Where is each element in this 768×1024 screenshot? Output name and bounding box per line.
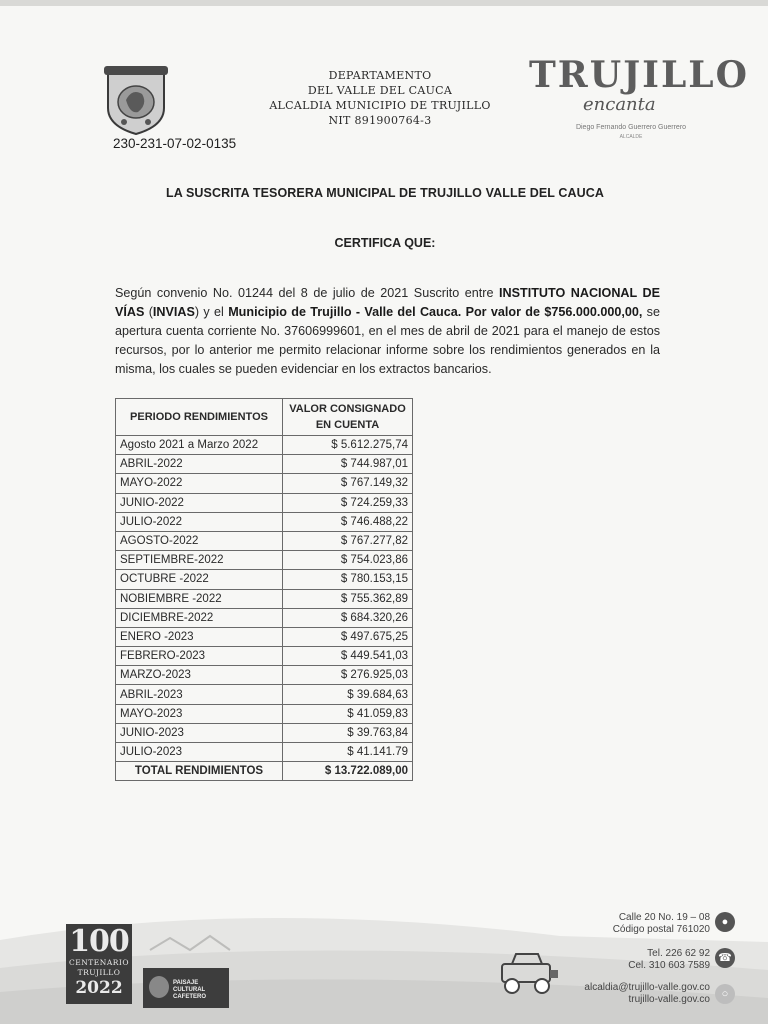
total-value: $ 13.722.089,00 [283,762,413,781]
table-row [116,723,413,742]
paisaje-line-2: CAFETERO [173,994,206,1000]
table-row [116,531,413,550]
table-row [116,608,413,627]
row-valor: $ 41.059,83 [283,704,413,723]
location-pin-icon: ● [715,912,735,932]
table-row [116,743,413,762]
row-periodo: JULIO-2022 [116,512,283,531]
brand-subtitle: encanta [583,94,656,115]
paisaje-emblem-icon [149,976,169,998]
row-valor: $ 767.277,82 [283,531,413,550]
row-valor: $ 746.488,22 [283,512,413,531]
para-text-3: ) y el [194,305,229,319]
table-row [116,436,413,455]
row-periodo: Agosto 2021 a Marzo 2022 [116,436,283,455]
row-valor: $ 41.141.79 [283,743,413,762]
row-periodo: AGOSTO-2022 [116,531,283,550]
total-label: TOTAL RENDIMIENTOS [116,762,283,781]
row-periodo: DICIEMBRE-2022 [116,608,283,627]
table-row [116,474,413,493]
table-body [116,436,413,781]
web-icon: ○ [715,984,735,1004]
row-periodo: JULIO-2023 [116,743,283,762]
header-valor: VALOR CONSIGNADO EN CUENTA [283,399,413,436]
brand-title: TRUJILLO [529,54,749,96]
table-row [116,512,413,531]
row-periodo: NOBIEMBRE -2022 [116,589,283,608]
table-row [116,551,413,570]
dept-line-3: ALCALDIA MUNICIPIO DE TRUJILLO [269,99,491,112]
row-valor: $ 39.763,84 [283,723,413,742]
table-row [116,666,413,685]
table-row [116,704,413,723]
body-paragraph [115,284,660,379]
para-bold-1: INSTITUTO NACIONAL DE VÍAS [115,286,660,319]
rendimientos-table [115,398,413,781]
row-periodo: ABRIL-2022 [116,455,283,474]
row-periodo: MAYO-2022 [116,474,283,493]
row-valor: $ 724.259,33 [283,493,413,512]
municipal-crest-icon [98,60,174,136]
address-block [613,912,710,936]
row-valor: $ 684.320,26 [283,608,413,627]
para-bold-2: INVIAS [152,305,195,319]
row-valor: $ 276.925,03 [283,666,413,685]
table-row [116,685,413,704]
dept-line-2: DEL VALLE DEL CAUCA [307,84,453,97]
row-periodo: JUNIO-2023 [116,723,283,742]
badge-number: 100 [69,924,129,959]
row-periodo: SEPTIEMBRE-2022 [116,551,283,570]
phone-block [628,948,710,972]
row-valor: $ 497.675,25 [283,627,413,646]
badge-city: TRUJILLO [77,968,121,977]
table-row [116,589,413,608]
department-header [250,68,510,128]
brand-mayor-name: Diego Fernando Guerrero Guerrero [575,124,687,131]
web-block [584,982,710,1006]
row-periodo: FEBRERO-2023 [116,647,283,666]
jeep-icon [494,948,564,996]
website-link[interactable]: trujillo-valle.gov.co [628,994,710,1005]
row-valor: $ 767.149,32 [283,474,413,493]
row-periodo: MARZO-2023 [116,666,283,685]
document-title: LA SUSCRITA TESORERA MUNICIPAL DE TRUJILLO VALLE DEL CAUCA [166,186,604,200]
para-text-1: Según convenio No. 01244 del 8 de julio de 2021 Suscrito entre [115,286,500,300]
row-valor: $ 449.541,03 [283,647,413,666]
table-row [116,570,413,589]
trujillo-brand-logo [525,52,749,152]
dept-line-1: DEPARTAMENTO [328,69,432,82]
phone-line-1: Tel. 226 62 92 [647,948,710,959]
row-valor: $ 5.612.275,74 [283,436,413,455]
para-bold-3: Municipio de Trujillo - Valle del Cauca. Por valor de $756.000.000,00, [228,305,643,319]
table-row [116,493,413,512]
row-valor: $ 755.362,89 [283,589,413,608]
table-header-row [116,399,413,436]
paisaje-line-1: PAISAJE CULTURAL [173,980,206,993]
row-valor: $ 744.987,01 [283,455,413,474]
phone-line-2: Cel. 310 603 7589 [628,960,710,971]
para-text-4: se apertura cuenta corriente No. 37606999601, en el mes de abril de 2021 para el manejo de estos recursos, por lo anterior me permito relacionar informe sobre los rendimientos generados en la misma, los cuales se pueden evidenciar en los extractos bancarios. [115,305,660,376]
centenario-badge [66,924,132,1004]
table-row [116,455,413,474]
row-periodo: ABRIL-2023 [116,685,283,704]
total-row [116,762,413,781]
para-text-2: ( [144,305,153,319]
email-link[interactable]: alcaldia@trujillo-valle.gov.co [584,982,710,993]
row-valor: $ 39.684,63 [283,685,413,704]
address-line-1: Calle 20 No. 19 – 08 [618,912,710,923]
dept-line-4: NIT 891900764-3 [328,114,432,127]
address-line-2: Código postal 761020 [612,924,710,935]
table-row [116,647,413,666]
badge-text: CENTENARIO [69,958,129,967]
table-row [116,627,413,646]
row-periodo: JUNIO-2022 [116,493,283,512]
row-periodo: MAYO-2023 [116,704,283,723]
header-periodo: PERIODO RENDIMIENTOS [116,399,283,436]
scan-top-edge [0,0,768,6]
row-periodo: ENERO -2023 [116,627,283,646]
badge-year: 2022 [75,978,123,998]
document-reference: 230-231-07-02-0135 [113,136,237,151]
phone-icon: ☎ [715,948,735,968]
brand-mayor-role: ALCALDE [619,134,643,140]
paisaje-cultural-logo [143,968,229,1008]
certifica-heading: CERTIFICA QUE: [334,236,436,250]
row-periodo: OCTUBRE -2022 [116,570,283,589]
row-valor: $ 780.153,15 [283,570,413,589]
row-valor: $ 754.023,86 [283,551,413,570]
